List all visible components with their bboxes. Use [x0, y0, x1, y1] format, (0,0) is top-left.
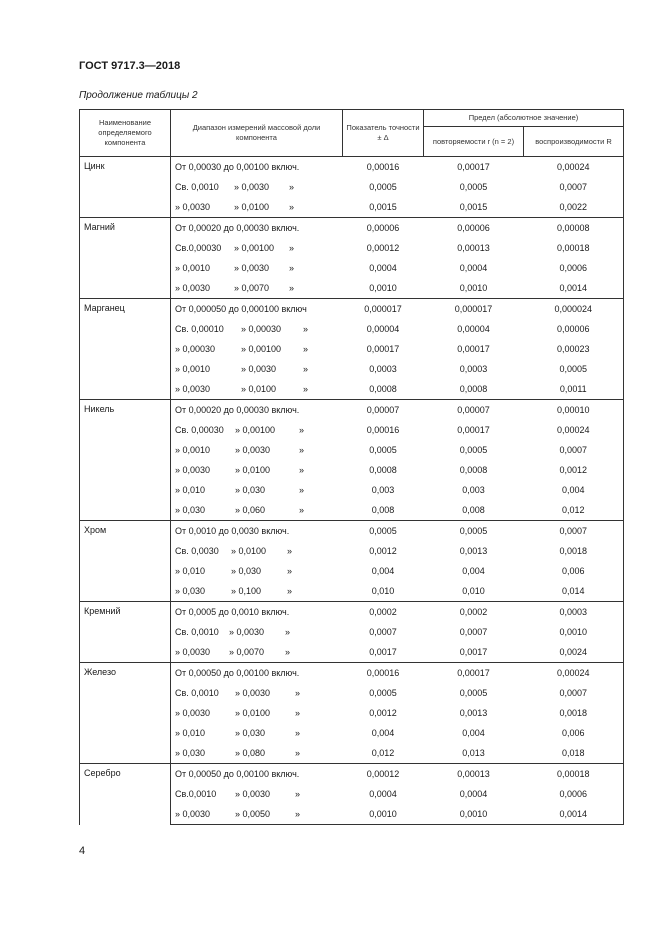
- range-cell: [171, 197, 343, 218]
- range-part: » 0,00100: [235, 425, 276, 435]
- table-row: [80, 218, 624, 239]
- range-part: »: [299, 505, 305, 515]
- range-part: От 0,00030 до 0,00100 включ.: [175, 162, 300, 172]
- range-cell: [171, 359, 343, 379]
- range-cell: [171, 460, 343, 480]
- document-code: ГОСТ 9717.3—2018: [79, 60, 181, 72]
- accuracy-value: 0,0005: [369, 182, 397, 192]
- range-part: » 0,00030: [175, 344, 216, 354]
- repeatability-value: 0,0004: [459, 789, 488, 799]
- range-part: »: [299, 465, 305, 475]
- reproducibility-value: 0,018: [524, 743, 624, 764]
- accuracy-value: 0,0015: [369, 202, 397, 212]
- header-component: Наименование определяемого компонента: [80, 110, 171, 157]
- repeatability-value: 0,0010: [424, 804, 524, 825]
- range-cell: [171, 400, 343, 421]
- component-name: Кремний: [80, 602, 171, 663]
- accuracy-value: 0,000017: [343, 299, 424, 320]
- reproducibility-value: 0,0014: [524, 804, 624, 825]
- accuracy-value: 0,00007: [343, 400, 424, 421]
- accuracy-value: 0,00016: [343, 157, 424, 178]
- range-part: » 0,00030: [241, 324, 282, 334]
- reproducibility-value: 0,0024: [524, 642, 624, 663]
- range-cell: [171, 480, 343, 500]
- repeatability-value: 0,0003: [459, 364, 488, 374]
- range-part: Св. 0,00030: [175, 425, 224, 435]
- range-cell: [171, 278, 343, 299]
- range-cell: [171, 157, 343, 178]
- repeatability-value: 0,0005: [424, 521, 524, 542]
- reproducibility-value: 0,00024: [524, 420, 624, 440]
- range-part: »: [295, 728, 301, 738]
- range-part: » 0,080: [235, 748, 266, 758]
- range-part: » 0,0030: [175, 708, 211, 718]
- reproducibility-value: 0,00024: [524, 663, 624, 684]
- range-part: » 0,060: [235, 505, 266, 515]
- range-part: » 0,0100: [241, 384, 277, 394]
- component-name: Никель: [80, 400, 171, 521]
- range-part: »: [287, 546, 293, 556]
- header-reproducibility: воспроизводимости R: [524, 127, 624, 157]
- repeatability-value: 0,013: [462, 748, 485, 758]
- component-name: Марганец: [80, 299, 171, 400]
- range-part: » 0,0030: [235, 789, 271, 799]
- accuracy-value: 0,0012: [369, 546, 397, 556]
- range-cell: [171, 258, 343, 278]
- repeatability-value: 0,0017: [459, 647, 488, 657]
- repeatability-value: 0,0005: [459, 688, 488, 698]
- table-row: [80, 157, 624, 178]
- accuracy-value: 0,0002: [343, 602, 424, 623]
- reproducibility-value: 0,0003: [524, 602, 624, 623]
- range-part: » 0,0030: [235, 688, 271, 698]
- accuracy-value: 0,00017: [366, 344, 400, 354]
- reproducibility-value: 0,0006: [524, 258, 624, 278]
- range-part: »: [299, 485, 305, 495]
- range-cell: [171, 440, 343, 460]
- range-part: »: [295, 708, 301, 718]
- component-name: Цинк: [80, 157, 171, 218]
- reproducibility-value: 0,0018: [524, 703, 624, 723]
- accuracy-value: 0,004: [371, 728, 395, 738]
- accuracy-value: 0,0005: [343, 521, 424, 542]
- repeatability-value: 0,0013: [459, 546, 488, 556]
- range-part: »: [285, 647, 291, 657]
- repeatability-value: 0,00007: [424, 400, 524, 421]
- range-part: » 0,0050: [235, 809, 271, 819]
- range-part: Св. 0,0010: [175, 627, 219, 637]
- reproducibility-value: 0,0007: [524, 683, 624, 703]
- repeatability-value: 0,0008: [459, 384, 488, 394]
- accuracy-value: 0,0010: [369, 283, 397, 293]
- range-cell: [171, 581, 343, 602]
- accuracy-value: 0,003: [371, 485, 395, 495]
- range-part: Св. 0,0010: [175, 688, 219, 698]
- range-part: » 0,0030: [241, 364, 277, 374]
- range-part: »: [289, 243, 295, 253]
- range-cell: [171, 642, 343, 663]
- range-part: От 0,000050 до 0,000100 включ: [175, 304, 307, 314]
- range-part: » 0,030: [235, 485, 266, 495]
- accuracy-value: 0,010: [371, 586, 395, 596]
- repeatability-value: 0,008: [462, 505, 485, 515]
- accuracy-value: 0,0012: [369, 708, 397, 718]
- range-part: » 0,0030: [235, 445, 271, 455]
- accuracy-value: 0,00016: [343, 663, 424, 684]
- measurement-table: [79, 109, 624, 825]
- reproducibility-value: 0,0007: [524, 177, 624, 197]
- accuracy-value: 0,008: [371, 505, 395, 515]
- accuracy-value: 0,0007: [369, 627, 397, 637]
- repeatability-value: 0,0005: [459, 445, 488, 455]
- range-part: Св. 0,0010: [175, 182, 219, 192]
- range-part: От 0,00050 до 0,00100 включ.: [175, 769, 300, 779]
- component-name: Железо: [80, 663, 171, 764]
- range-cell: [171, 804, 343, 825]
- repeatability-value: 0,0002: [424, 602, 524, 623]
- repeatability-value: 0,00017: [457, 344, 490, 354]
- reproducibility-value: 0,006: [524, 723, 624, 743]
- range-cell: [171, 622, 343, 642]
- range-part: » 0,030: [175, 586, 206, 596]
- accuracy-value: 0,0004: [369, 263, 397, 273]
- range-part: »: [289, 283, 295, 293]
- repeatability-value: 0,010: [462, 586, 485, 596]
- range-part: » 0,0030: [175, 465, 211, 475]
- table-row: [80, 663, 624, 684]
- range-part: » 0,0100: [231, 546, 267, 556]
- accuracy-value: 0,0008: [369, 384, 397, 394]
- reproducibility-value: 0,000024: [524, 299, 624, 320]
- accuracy-value: 0,00004: [366, 324, 400, 334]
- range-cell: [171, 703, 343, 723]
- repeatability-value: 0,0007: [459, 627, 488, 637]
- reproducibility-value: 0,0007: [524, 440, 624, 460]
- range-part: »: [303, 344, 309, 354]
- reproducibility-value: 0,0005: [524, 359, 624, 379]
- accuracy-value: 0,004: [371, 566, 395, 576]
- accuracy-value: 0,0008: [369, 465, 397, 475]
- range-part: » 0,0010: [175, 445, 211, 455]
- accuracy-value: 0,00006: [343, 218, 424, 239]
- range-part: » 0,0100: [235, 708, 271, 718]
- range-part: Св. 0,00010: [175, 324, 224, 334]
- range-cell: [171, 602, 343, 623]
- repeatability-value: 0,00017: [457, 425, 490, 435]
- header-repeatability: повторяемости r (n = 2): [424, 127, 524, 157]
- reproducibility-value: 0,00008: [524, 218, 624, 239]
- range-part: От 0,00020 до 0,00030 включ.: [175, 405, 300, 415]
- range-cell: [171, 723, 343, 743]
- repeatability-value: 0,00013: [457, 243, 490, 253]
- range-part: »: [303, 384, 309, 394]
- range-part: » 0,0030: [175, 647, 211, 657]
- reproducibility-value: 0,00023: [524, 339, 624, 359]
- repeatability-value: 0,0004: [459, 263, 488, 273]
- reproducibility-value: 0,00024: [524, 157, 624, 178]
- range-part: »: [287, 566, 293, 576]
- range-cell: [171, 177, 343, 197]
- repeatability-value: 0,00006: [424, 218, 524, 239]
- range-part: » 0,030: [231, 566, 262, 576]
- range-part: » 0,030: [175, 748, 206, 758]
- range-part: » 0,100: [231, 586, 262, 596]
- repeatability-value: 0,004: [462, 566, 485, 576]
- range-part: » 0,010: [175, 485, 206, 495]
- range-part: » 0,0100: [234, 202, 270, 212]
- range-cell: [171, 319, 343, 339]
- range-cell: [171, 379, 343, 400]
- header-limit: Предел (абсолютное значение): [424, 110, 624, 127]
- accuracy-value: 0,0005: [369, 688, 397, 698]
- reproducibility-value: 0,0011: [524, 379, 624, 400]
- reproducibility-value: 0,012: [524, 500, 624, 521]
- reproducibility-value: 0,0006: [524, 784, 624, 804]
- reproducibility-value: 0,0014: [524, 278, 624, 299]
- accuracy-value: 0,00016: [366, 425, 400, 435]
- range-part: »: [289, 202, 295, 212]
- accuracy-value: 0,0005: [369, 445, 397, 455]
- range-part: »: [295, 789, 301, 799]
- repeatability-value: 0,00013: [424, 764, 524, 785]
- reproducibility-value: 0,0007: [524, 521, 624, 542]
- component-name: Магний: [80, 218, 171, 299]
- range-part: »: [303, 324, 309, 334]
- repeatability-value: 0,00004: [457, 324, 490, 334]
- repeatability-value: 0,00017: [424, 663, 524, 684]
- range-part: » 0,0030: [175, 809, 211, 819]
- table-row: [80, 521, 624, 542]
- reproducibility-value: 0,004: [524, 480, 624, 500]
- range-cell: [171, 663, 343, 684]
- range-cell: [171, 500, 343, 521]
- range-part: » 0,0030: [175, 283, 211, 293]
- range-part: »: [289, 263, 295, 273]
- range-cell: [171, 299, 343, 320]
- table-row: [80, 299, 624, 320]
- table-caption: Продолжение таблицы 2: [79, 90, 198, 101]
- repeatability-value: 0,0015: [459, 202, 488, 212]
- header-range: Диапазон измерений массовой доли компонента: [171, 110, 343, 157]
- range-part: От 0,0005 до 0,0010 включ.: [175, 607, 290, 617]
- reproducibility-value: 0,0022: [524, 197, 624, 218]
- table-row: [80, 400, 624, 421]
- reproducibility-value: 0,0010: [524, 622, 624, 642]
- repeatability-value: 0,00017: [424, 157, 524, 178]
- reproducibility-value: 0,006: [524, 561, 624, 581]
- range-part: » 0,0100: [235, 465, 271, 475]
- range-cell: [171, 784, 343, 804]
- accuracy-value: 0,0004: [369, 789, 397, 799]
- range-part: »: [299, 445, 305, 455]
- reproducibility-value: 0,014: [524, 581, 624, 602]
- range-part: » 0,030: [175, 505, 206, 515]
- range-part: » 0,0030: [234, 263, 270, 273]
- range-part: »: [295, 748, 301, 758]
- repeatability-value: 0,003: [462, 485, 485, 495]
- range-part: Св. 0,0030: [175, 546, 219, 556]
- reproducibility-value: 0,0012: [524, 460, 624, 480]
- component-name: Серебро: [80, 764, 171, 825]
- range-part: »: [295, 809, 301, 819]
- repeatability-value: 0,0008: [459, 465, 488, 475]
- accuracy-value: 0,0003: [369, 364, 397, 374]
- range-cell: [171, 420, 343, 440]
- repeatability-value: 0,000017: [424, 299, 524, 320]
- range-part: »: [285, 627, 291, 637]
- range-part: » 0,0070: [229, 647, 265, 657]
- range-part: »: [299, 425, 305, 435]
- range-part: » 0,00100: [234, 243, 275, 253]
- range-part: От 0,0010 до 0,0030 включ.: [175, 526, 290, 536]
- table-row: [80, 602, 624, 623]
- range-part: » 0,030: [235, 728, 266, 738]
- range-cell: [171, 541, 343, 561]
- range-cell: [171, 238, 343, 258]
- range-part: »: [303, 364, 309, 374]
- range-part: » 0,010: [175, 728, 206, 738]
- reproducibility-value: 0,00006: [524, 319, 624, 339]
- reproducibility-value: 0,00010: [524, 400, 624, 421]
- repeatability-value: 0,004: [462, 728, 485, 738]
- accuracy-value: 0,00012: [343, 764, 424, 785]
- range-part: » 0,00100: [241, 344, 282, 354]
- repeatability-value: 0,0013: [459, 708, 488, 718]
- repeatability-value: 0,0005: [459, 182, 488, 192]
- range-part: » 0,0030: [229, 627, 265, 637]
- range-part: » 0,010: [175, 566, 206, 576]
- range-part: »: [295, 688, 301, 698]
- reproducibility-value: 0,00018: [524, 764, 624, 785]
- range-cell: [171, 743, 343, 764]
- range-part: » 0,0070: [234, 283, 270, 293]
- repeatability-value: 0,0010: [459, 283, 488, 293]
- range-cell: [171, 561, 343, 581]
- accuracy-value: 0,012: [371, 748, 395, 758]
- range-cell: [171, 521, 343, 542]
- range-cell: [171, 218, 343, 239]
- range-part: » 0,0030: [175, 384, 211, 394]
- range-part: Св.0,0010: [175, 789, 217, 799]
- range-part: » 0,0010: [175, 364, 211, 374]
- range-part: » 0,0010: [175, 263, 211, 273]
- reproducibility-value: 0,00018: [524, 238, 624, 258]
- range-part: » 0,0030: [175, 202, 211, 212]
- range-part: » 0,0030: [234, 182, 270, 192]
- range-cell: [171, 339, 343, 359]
- range-part: От 0,00050 до 0,00100 включ.: [175, 668, 300, 678]
- accuracy-value: 0,00012: [366, 243, 400, 253]
- table-body: [80, 157, 624, 825]
- component-name: Хром: [80, 521, 171, 602]
- reproducibility-value: 0,0018: [524, 541, 624, 561]
- range-part: Св.0,00030: [175, 243, 222, 253]
- accuracy-value: 0,0017: [369, 647, 397, 657]
- range-cell: [171, 683, 343, 703]
- header-accuracy: Показатель точности ± Δ: [343, 110, 424, 157]
- page-number: 4: [79, 845, 86, 857]
- range-cell: [171, 764, 343, 785]
- table-row: [80, 764, 624, 785]
- accuracy-value: 0,0010: [343, 804, 424, 825]
- range-part: »: [287, 586, 293, 596]
- range-part: От 0,00020 до 0,00030 включ.: [175, 223, 300, 233]
- range-part: »: [289, 182, 295, 192]
